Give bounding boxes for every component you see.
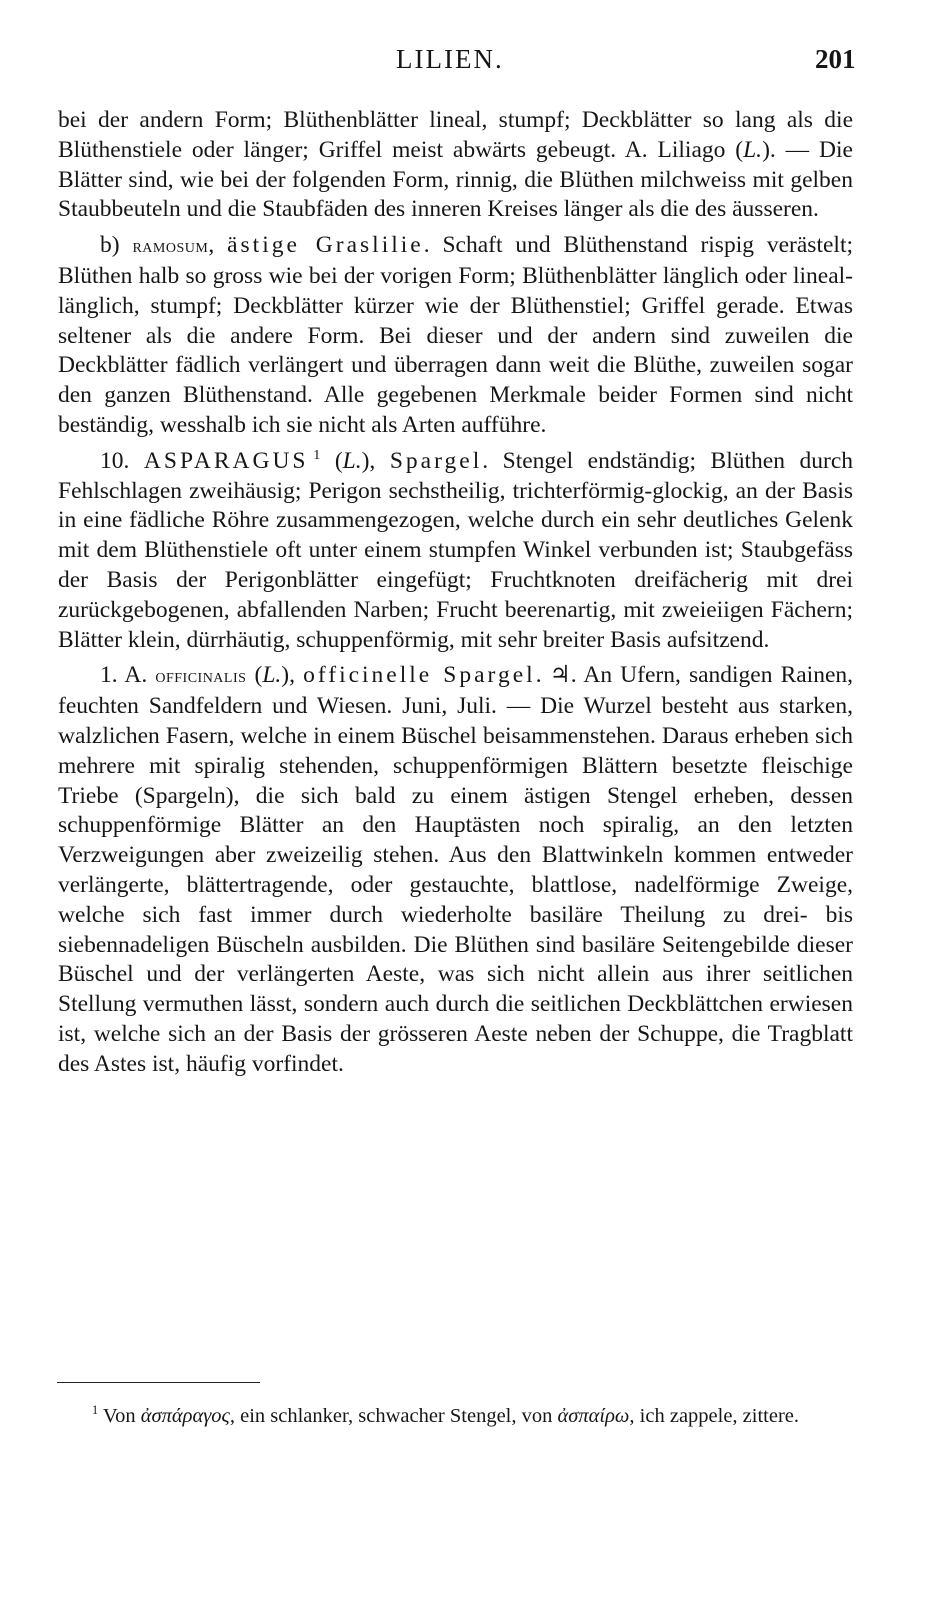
footnote-text-2: , ein schlanker, schwacher Stengel, von — [229, 1405, 558, 1427]
genus-number: 10. — [100, 447, 144, 474]
species-description: . An Ufern, sandigen Rainen, feuchten Sandfeldern und Wiesen. Juni, Juli. — Die Wurzel besteht aus starken, walzlichen Fasern, welche in einem Büschel beisammenstehen. Daraus erheben sich mehrere mit spiralig stehenden, schuppenförmigen Blättern besetzte fleischige Triebe (Spargeln), die sich bald zu einem ästigen Stengel erheben, dessen schuppenförmige Blätter an den Hauptästen noch spiralig, an den letzten Verzweigungen aber zweizeilig stehen. Aus den Blattwinkeln kommen entweder verlängerte, blättertragende, oder gestauchte, blattlose, nadelförmige Zweige, welche sich fast immer durch wiederholte basiläre Theilung zu drei- bis siebennadeligen Büscheln ausbilden. Die Blüthen sind basiläre Seitengebilde dieser Büschel und der verlängerten Aeste, was sich nicht allein aus ihrer seitlichen Stellung vermuthen lässt, sondern auch durch die seitlichen Deckblättchen erwiesen ist, welche sich an der Basis der grösseren Aeste neben der Schuppe, die Tragblatt des Astes ist, häufig vorfindet. — [58, 662, 854, 1077]
footnote-marker: 1 — [92, 1403, 99, 1418]
species-close: ), — [281, 662, 304, 689]
ramosum-common-name: ästige Graslilie — [227, 232, 424, 259]
paragraph-ramosum — [58, 231, 853, 441]
liliago-text-start: bei der andern Form; Blüthenblätter lineal, stumpf; Deckblätter so lang als die Blüthenstiele oder länger; Griffel meist abwärts gebeugt. A. Liliago ( — [58, 107, 853, 163]
paragraph-officinalis — [58, 661, 853, 1079]
ramosum-sep: , — [208, 232, 228, 259]
liliago-text-end: ). — Die Blätter sind, wie bei der folgenden Form, rinnig, die Blüthen milchweiss mit gelben Staubbeuteln und die Staubfäden des inneren Kreises länger als die des äusseren. — [58, 136, 853, 223]
ramosum-name: ramosum — [132, 235, 209, 258]
genus-open: ( — [320, 447, 343, 474]
species-number: 1. A. — [100, 662, 156, 689]
running-head — [0, 44, 930, 84]
ramosum-label: b) — [100, 232, 133, 259]
body-text — [58, 106, 853, 1086]
species-open: ( — [246, 662, 263, 689]
ramosum-description: . Schaft und Blüthenstand rispig verästelt; Blüthen halb so gross wie bei der vorigen Form; Blüthenblätter länglich oder lineal-länglich, stumpf; Deckblätter kürzer wie der Blüthenstiel; Griffel gerade. Etwas seltener als die andere Form. Bei dieser und der andern sind zuweilen die Deckblätter fädlich verlängert und überragen dann weit die Blüthe, zuweilen sogar den ganzen Blüthenstand. Alle gegebenen Merkmale beider Formen sind nicht beständig, wesshalb ich sie nicht als Arten aufführe. — [58, 232, 853, 438]
perennial-symbol: . ♃ — [535, 662, 571, 689]
paragraph-liliago — [58, 106, 853, 225]
species-common-name: officinelle Spargel — [303, 662, 536, 689]
footnote — [58, 1402, 853, 1430]
liliago-author: L. — [743, 136, 763, 163]
paragraph-asparagus-genus — [58, 447, 853, 656]
footnote-text-1: Von — [98, 1405, 141, 1427]
page-number: 201 — [815, 44, 856, 74]
genus-name: ASPARAGUS — [143, 447, 309, 474]
species-name: officinalis — [155, 665, 247, 688]
genus-author: L. — [342, 447, 362, 474]
footnote-greek-2: ἀσπαίρω — [557, 1405, 630, 1427]
footnote-greek-1: ἀσπάραγος — [140, 1405, 230, 1427]
genus-description: . Stengel endständig; Blüthen durch Fehlschlagen zweihäusig; Perigon sechstheilig, trichterförmig-glockig, an der Basis in eine fädliche Röhre zusammengezogen, welche durch ein sehr deutliches Gelenk mit dem Blüthenstiele oft unter einem stumpfen Winkel verbunden ist; Staubgefäss der Basis der Perigonblätter eingefügt; Fruchtknoten dreifächerig mit drei zurückgebogenen, abfallenden Narben; Frucht beerenartig, mit zweieiigen Fächern; Blätter klein, dürrhäutig, schuppenförmig, mit sehr breiter Basis aufsitzend. — [58, 447, 854, 653]
species-author: L. — [262, 662, 282, 689]
page-title: LILIEN. — [396, 44, 504, 74]
footnote-reference: 1 — [313, 446, 321, 463]
footnote-text-3: , ich zappele, zittere. — [629, 1405, 800, 1427]
genus-common-name: Spargel — [389, 447, 483, 474]
footnote-divider — [57, 1382, 260, 1383]
genus-close: ), — [361, 447, 390, 474]
